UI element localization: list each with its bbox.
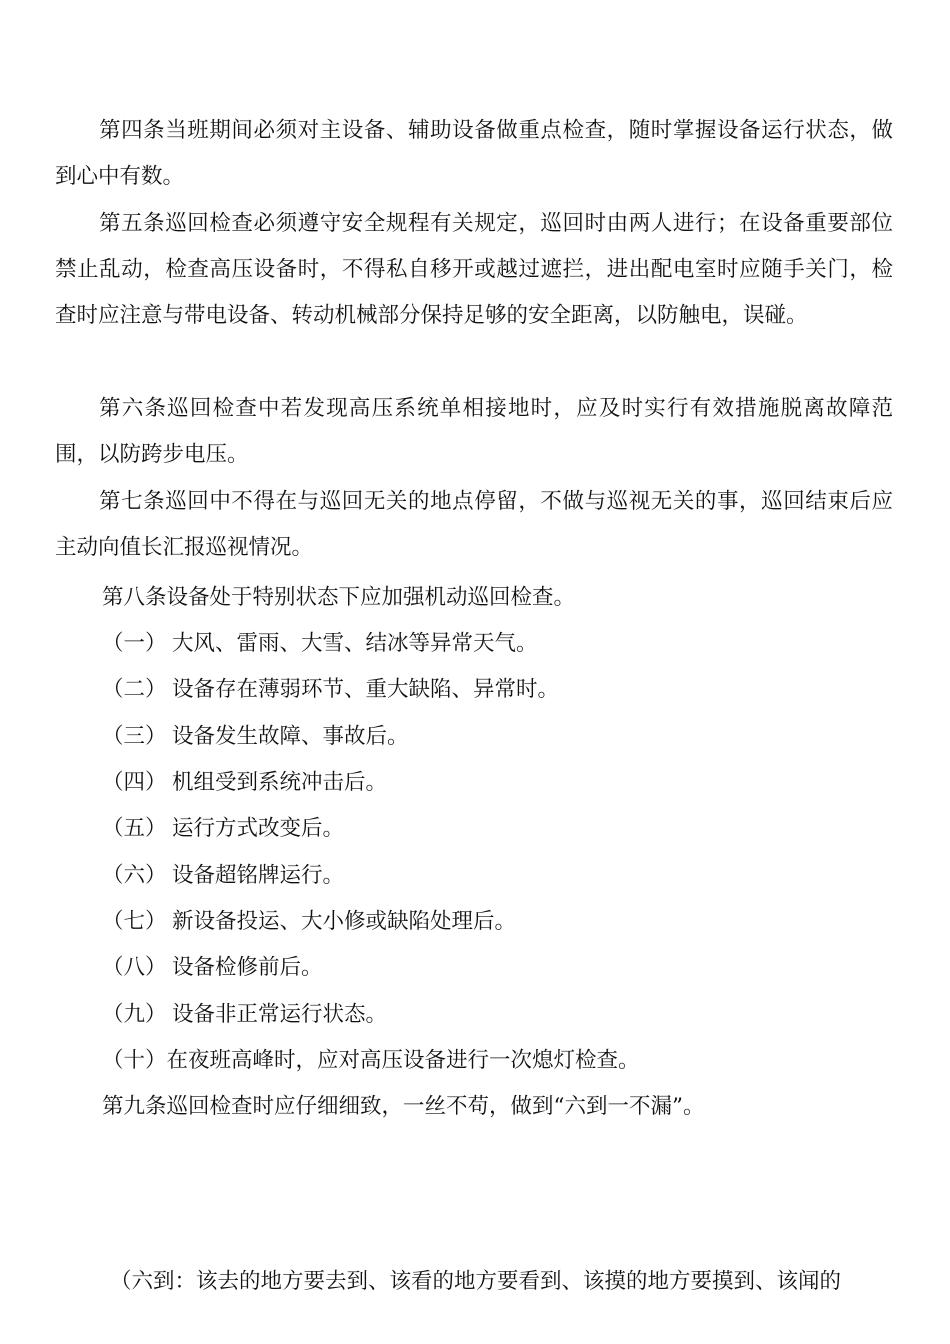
list-item-text: 机组受到系统冲击后。 (172, 770, 388, 795)
list-item (102, 760, 387, 806)
article-6: 第六条巡回检查中若发现高压系统单相接地时，应及时实行有效措施脱离故障范围，以防跨步电压。 (55, 396, 893, 467)
list-item-text: 设备存在薄弱环节、重大缺陷、异常时。 (172, 677, 560, 702)
list-item-number: （二） (102, 677, 167, 702)
list-item (102, 945, 323, 991)
list-item-number: （十） (102, 1048, 167, 1073)
list-item (102, 899, 516, 945)
list-item (102, 806, 344, 852)
list-item (102, 714, 409, 760)
list-item-text: 设备超铭牌运行。 (172, 863, 345, 888)
article-9: 第九条巡回检查时应仔细细致，一丝不苟，做到“六到一不漏”。 (102, 1094, 705, 1119)
list-item-text: 设备检修前后。 (172, 955, 323, 980)
list-item (102, 1038, 640, 1084)
footnote-six-checks: （六到：该去的地方要去到、该看的地方要看到、该摸的地方要摸到、该闻的 (110, 1269, 842, 1294)
article-4: 第四条当班期间必须对主设备、辅助设备做重点检查，随时掌握设备运行状态，做到心中有数。 (55, 118, 893, 189)
list-item-number: （七） (102, 909, 167, 934)
list-item-text: 大风、雷雨、大雪、结冰等异常天气。 (172, 631, 538, 656)
article-8: 第八条设备处于特别状态下应加强机动巡回检查。 (102, 585, 576, 610)
article-5: 第五条巡回检查必须遵守安全规程有关规定，巡回时由两人进行；在设备重要部位禁止乱动，检查高压设备时，不得私自移开或越过遮拦，进出配电室时应随手关门，检查时应注意与带电设备、转动机械部分保持足够的安全距离，以防触电，误碰。 (55, 211, 893, 328)
list-item-text: 设备发生故障、事故后。 (172, 724, 409, 749)
list-item-number: （三） (102, 724, 167, 749)
list-item-text: 新设备投运、大小修或缺陷处理后。 (172, 909, 517, 934)
list-item-number: （八） (102, 955, 167, 980)
list-item (102, 992, 387, 1038)
list-item-text: 在夜班高峰时，应对高压设备进行一次熄灯检查。 (166, 1048, 640, 1073)
list-item-number: （一） (102, 631, 167, 656)
list-item-text: 运行方式改变后。 (172, 816, 345, 841)
article-7: 第七条巡回中不得在与巡回无关的地点停留，不做与巡视无关的事，巡回结束后应主动向值长汇报巡视情况。 (55, 489, 893, 560)
list-item-number: （五） (102, 816, 167, 841)
list-item-text: 设备非正常运行状态。 (172, 1002, 388, 1027)
list-item (102, 853, 344, 899)
list-item-number: （六） (102, 863, 167, 888)
list-item (102, 621, 538, 667)
list-item-number: （九） (102, 1002, 167, 1027)
list-item (102, 667, 559, 713)
list-item-number: （四） (102, 770, 167, 795)
